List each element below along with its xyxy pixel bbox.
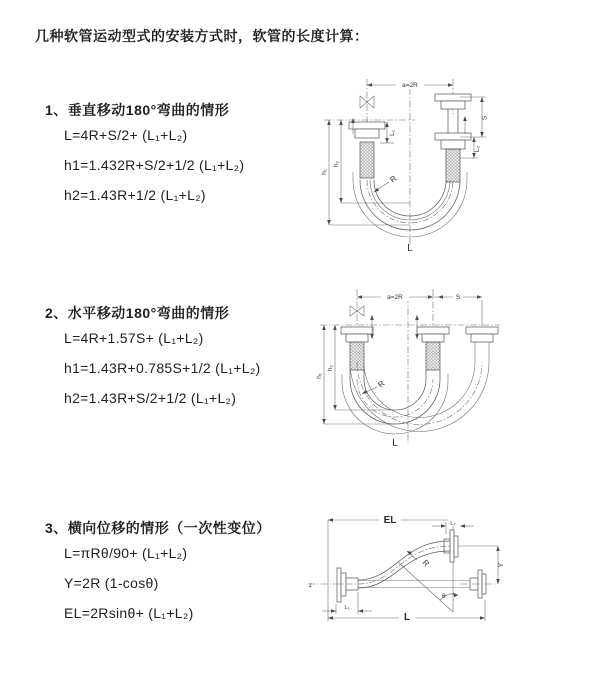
section-1-formula-h1: h1=1.432R+S/2+1/2 (L₁+L₂)	[64, 157, 245, 173]
right-pipe-end	[466, 327, 498, 362]
dim-label-span: a=2R	[402, 82, 418, 89]
dim-span	[367, 79, 453, 89]
section-2-formula-L: L=4R+1.57S+ (L₁+L₂)	[64, 330, 204, 346]
dim-label-theta: θ	[442, 593, 446, 600]
section-1-formula-h2: h2=1.43R+1/2 (L₁+L₂)	[64, 187, 206, 203]
dim-l1	[322, 592, 372, 614]
section-3-heading: 3、横向位移的情形（一次性变位）	[45, 520, 271, 536]
dim-label-l: L	[392, 438, 398, 449]
section-3	[45, 518, 325, 628]
page-title: 几种软管运动型式的安装方式时，软管的长度计算：	[35, 28, 369, 44]
section-1	[45, 100, 325, 210]
dim-l	[328, 600, 485, 623]
left-flange	[309, 568, 358, 602]
diagram-lateral-displacement	[300, 500, 600, 645]
dim-label-l: L	[403, 612, 411, 623]
centerlines	[320, 289, 500, 446]
dim-span	[357, 291, 433, 301]
dim-s	[433, 291, 482, 301]
dim-label-r: R	[420, 558, 431, 569]
section-1-formula-L: L=4R+S/2+ (L₁+L₂)	[64, 127, 188, 143]
radius-leader	[407, 551, 431, 569]
section-2-heading: 2、水平移动180°弯曲的情形	[45, 305, 230, 321]
dim-label-l2: L₂	[474, 145, 481, 153]
dim-label-h2: h₂	[327, 364, 334, 372]
hose-braid-middle	[426, 342, 440, 370]
section-2-formula-h2: h2=1.43R+S/2+1/2 (L₁+L₂)	[64, 390, 237, 406]
dim-label-l1: L₁	[344, 605, 350, 611]
section-1-heading: 1、垂直移动180°弯曲的情形	[45, 102, 230, 118]
dim-label-h1: h₁	[321, 169, 328, 175]
hose-u-position1	[342, 370, 448, 434]
dim-label-y: Y	[498, 562, 505, 568]
dim-label-l1: L₁	[389, 130, 396, 136]
section-3-formula-Y: Y=2R (1-cosθ)	[64, 575, 159, 591]
left-pipe-end	[349, 122, 385, 178]
diagram-horizontal-180-bend	[310, 282, 590, 452]
dim-label-h2: h₂	[333, 160, 340, 168]
section-3-formula-EL: EL=2Rsinθ+ (L₁+L₂)	[64, 605, 194, 621]
centerlines	[308, 546, 498, 584]
dim-label-h1: h₁	[316, 373, 323, 379]
dim-label-r: R	[376, 378, 387, 390]
dim-y	[496, 546, 505, 584]
middle-pipe-end	[417, 327, 449, 370]
dim-label-s: S	[481, 115, 489, 121]
section-2	[45, 303, 325, 413]
centerlines	[324, 79, 453, 246]
diagram-vertical-180-bend	[310, 72, 590, 262]
dim-label-l: L	[407, 243, 413, 254]
dim-label-el: EL	[383, 515, 397, 526]
dim-label-r: R	[388, 173, 399, 185]
dim-label-l2: L₂	[450, 521, 456, 527]
centerline-symbol: z	[309, 583, 312, 589]
hose-braid-left	[360, 142, 374, 178]
angle-theta	[398, 562, 458, 612]
section-2-formula-h1: h1=1.43R+0.785S+1/2 (L₁+L₂)	[64, 360, 261, 376]
hose-s-curve	[358, 541, 450, 588]
dim-label-span: a=2R	[387, 294, 403, 301]
connector-dims	[370, 315, 419, 339]
hose-braid-right	[446, 149, 460, 182]
right-pipe-end	[435, 94, 471, 182]
radius-leader	[362, 379, 387, 394]
radius-leader	[374, 174, 399, 192]
section-3-formula-L: L=πRθ/90+ (L₁+L₂)	[64, 545, 188, 561]
hose-u-position2	[350, 362, 489, 432]
dim-label-s: S	[455, 294, 461, 301]
